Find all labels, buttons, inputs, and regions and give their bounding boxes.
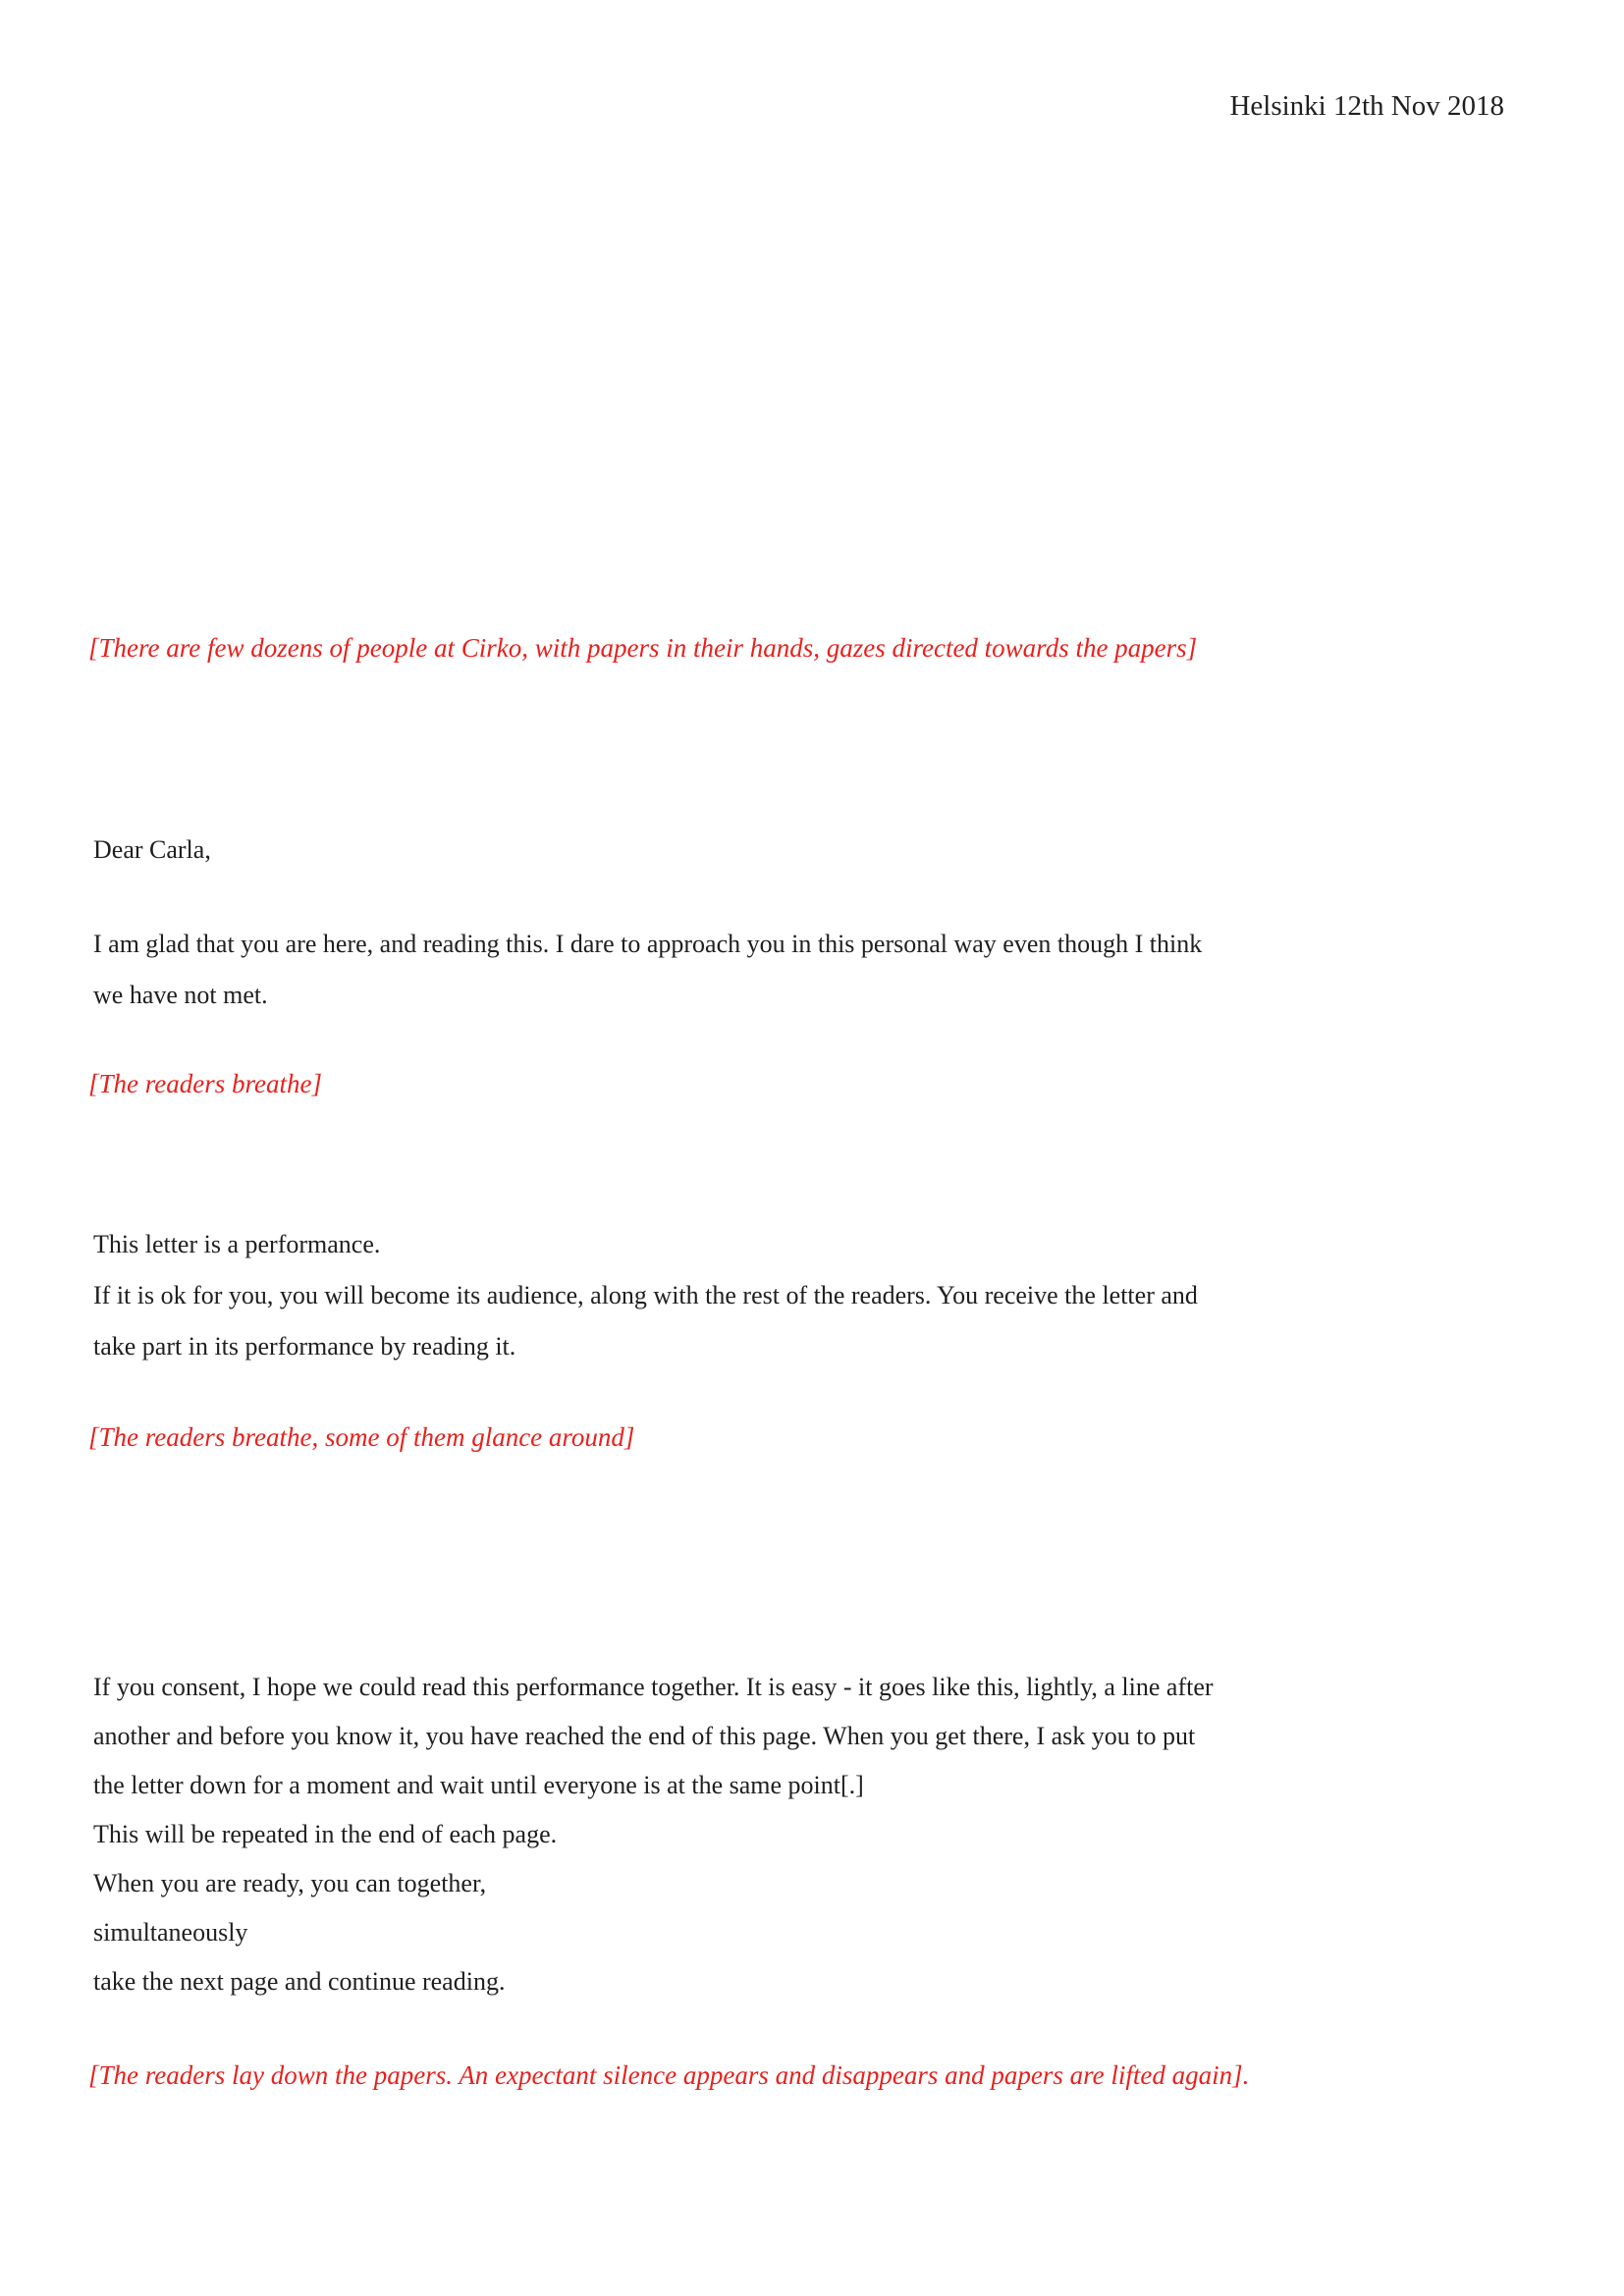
paragraph-intro-line-2: we have not met.: [93, 981, 268, 1009]
stage-direction-closing: [The readers lay down the papers. An expectant silence appears and disappears and papers are lifted again].: [88, 2060, 1250, 2090]
salutation: [93, 825, 1585, 876]
paragraph-instructions: [93, 1663, 1585, 2006]
stage-direction-opening: [There are few dozens of people at Cirko, with papers in their hands, gazes directed towards the papers]: [88, 633, 1198, 663]
paragraph-instructions-line-4: This will be repeated in the end of each page.: [93, 1820, 558, 1848]
stage-direction-breathe: [The readers breathe]: [88, 1069, 322, 1098]
paragraph-performance-line-2: If it is ok for you, you will become its audience, along with the rest of the readers. You receive the letter and: [93, 1281, 1198, 1309]
paragraph-intro: [93, 919, 1585, 1021]
paragraph-instructions-line-1: If you consent, I hope we could read this performance together. It is easy - it goes like this, lightly, a line after: [93, 1673, 1214, 1701]
paragraph-intro-line-1: I am glad that you are here, and reading this. I dare to approach you in this personal way even though I think: [93, 930, 1203, 958]
paragraph-instructions-line-7: take the next page and continue reading.: [93, 1967, 506, 1996]
paragraph-performance-line-3: take part in its performance by reading it.: [93, 1332, 516, 1361]
paragraph-instructions-line-5: When you are ready, you can together,: [93, 1869, 487, 1897]
stage-direction-breathe-glance: [The readers breathe, some of them glance around]: [88, 1422, 635, 1452]
paragraph-performance-line-1: This letter is a performance.: [93, 1230, 381, 1258]
paragraph-instructions-line-2: another and before you know it, you have reached the end of this page. When you get there, I ask you to put: [93, 1722, 1196, 1750]
header-date: Helsinki 12th Nov 2018: [1229, 90, 1504, 122]
paragraph-instructions-line-3: the letter down for a moment and wait until everyone is at the same point[.]: [93, 1771, 864, 1799]
paragraph-performance: [93, 1219, 1585, 1372]
paragraph-instructions-line-6: simultaneously: [93, 1918, 248, 1947]
salutation-text: Dear Carla,: [93, 835, 211, 864]
